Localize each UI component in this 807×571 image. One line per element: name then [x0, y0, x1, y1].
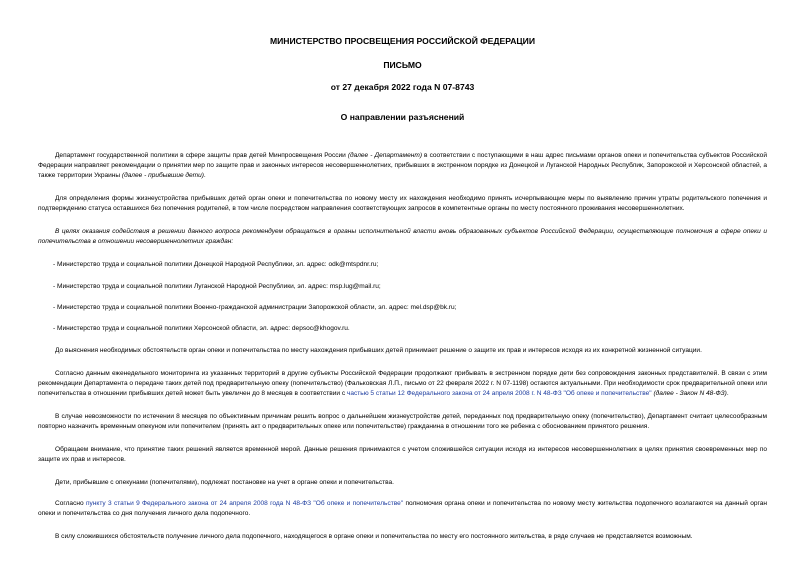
paragraph-2: Для определения формы жизнеустройства прибывших детей орган опеки и попечительства по новому месту их нахождения необходимо принять исчерпывающие меры по выявлению причин утраты родительского попечения и подтверждению статуса оставшихся без попечения родителей, в том числе посредством направления соответствующих запросов в компетентные органы по месту постоянного проживания несовершеннолетних. — [38, 195, 767, 213]
law-link-part-5-article-12[interactable]: частью 5 статьи 12 Федерального закона от 24 апреля 2008 г. N 48-ФЗ "Об опеке и попечительстве" — [346, 389, 652, 397]
ministry-title: МИНИСТЕРСТВО ПРОСВЕЩЕНИЯ РОССИЙСКОЙ ФЕДЕРАЦИИ — [269, 36, 536, 46]
paragraph-10: В силу сложившихся обстоятельств получение личного дела подопечного, находящегося в органе опеки и попечительства по месту его постоянного жительства, в ряде случаев не представляется возможным. — [55, 532, 693, 540]
paragraph-1-part-c: в соответствии с поступающими в наш адрес письмами органов опеки и попечительства субъектов Российской Федерации направляет рекомендации о принятии мер по защите прав и законных интересов несовершеннолетних, прибывших в экстренном порядке из Донецкой и Луганской Народных Республик, Запорожской и Херсонской областей, а также территории Украины — [38, 152, 767, 180]
paragraph-4: До выяснения необходимых обстоятельств орган опеки и попечительства по месту нахождения прибывших детей принимает решение о защите их прав и интересов исходя из их конкретной жизненной ситуации. — [55, 346, 702, 354]
law-link-item-3-article-9[interactable]: пункту 3 статьи 9 Федерального закона от 24 апреля 2008 года N 48-ФЗ "Об опеке и попечительстве" — [85, 499, 404, 507]
paragraph-6: В случае невозможности по истечении 8 месяцев по объективным причинам решить вопрос о дальнейшем жизнеустройстве детей, переданных под предварительную опеку (попечительство), Департамент считает целесообразным повторно назначить временным опекуном или попечителем (принять акт о предварительных опеке или попечительстве) гражданина в отношении того же ребенка с обоснованием принятого решения. — [38, 412, 767, 430]
paragraph-7: Обращаем внимание, что принятие таких решений является временной мерой. Данные решения принимаются с учетом сложившейся ситуации исходя из интересов несовершеннолетних в целях принятия своевременных мер по защите их прав и интересов. — [38, 445, 767, 463]
list-item: - Министерство труда и социальной политики Луганской Народной Республики, эл. адрес: msp.lug@mail.ru; — [53, 282, 381, 290]
paragraph-5-part-a: Согласно данным еженедельного мониторинга из указанных территорий в другие субъекты Российской Федерации продолжают прибывать в экстренном порядке дети без сопровождения законных представителей. В связи с этим рекомендации Департамента о передаче таких детей под предварительную опеку (попечительство) (Фальковская Л.П., письмо от 22 февраля 2022 г. N 07-1198) остаются актуальными. При необходимости срок предварительной опеки или попечительства в отношении прибывших детей может быть увеличен до 8 месяцев в соответствии с — [38, 369, 767, 397]
list-item: - Министерство труда и социальной политики Херсонской области, эл. адрес: depsoc@khogov.ru. — [53, 325, 350, 333]
paragraph-5-part-d: . — [726, 389, 729, 397]
paragraph-5-part-c: (далее - Закон N 48-ФЗ) — [653, 389, 727, 397]
document-date-number: от 27 декабря 2022 года N 07-8743 — [330, 82, 475, 92]
paragraph-1 — [38, 151, 767, 182]
paragraph-9-part-a: Согласно — [55, 499, 86, 507]
list-item: - Министерство труда и социальной политики Военно-гражданской администрации Запорожской области, эл. адрес: mel.dsp@bk.ru; — [53, 303, 457, 311]
paragraph-5 — [38, 369, 767, 400]
paragraph-9 — [38, 499, 767, 519]
paragraph-9-part-b: полномочия органа опеки и попечительства по новому месту жительства подопечного возлагаются на данный орган опеки и попечительства со дня получения личного дела подопечного. — [38, 499, 767, 518]
paragraph-1-part-e: . — [203, 172, 206, 180]
paragraph-8: Дети, прибывшие с опекунами (попечителями), подлежат постановке на учет в органе опеки и попечительства. — [55, 478, 394, 486]
paragraph-1-part-a: Департамент государственной политики в сфере защиты прав детей Минпросвещения России — [55, 152, 346, 159]
document-subject: О направлении разъяснений — [340, 112, 465, 122]
document-body — [38, 151, 767, 542]
paragraph-3: В целях оказания содействия в решении данного вопроса рекомендуем обращаться в органы исполнительной власти вновь образованных субъектов Российской Федерации, осуществляющие полномочия в сфере опеки и попечительства в отношении несовершеннолетних граждан: — [38, 228, 767, 246]
paragraph-1-part-b: (далее - Департамент) — [345, 152, 422, 159]
paragraph-1-part-d: (далее - прибывшие дети) — [120, 172, 204, 180]
list-item: - Министерство труда и социальной политики Донецкой Народной Республики, эл. адрес: odk@mtspdnr.ru; — [53, 261, 379, 269]
document-type: ПИСЬМО — [383, 60, 422, 70]
